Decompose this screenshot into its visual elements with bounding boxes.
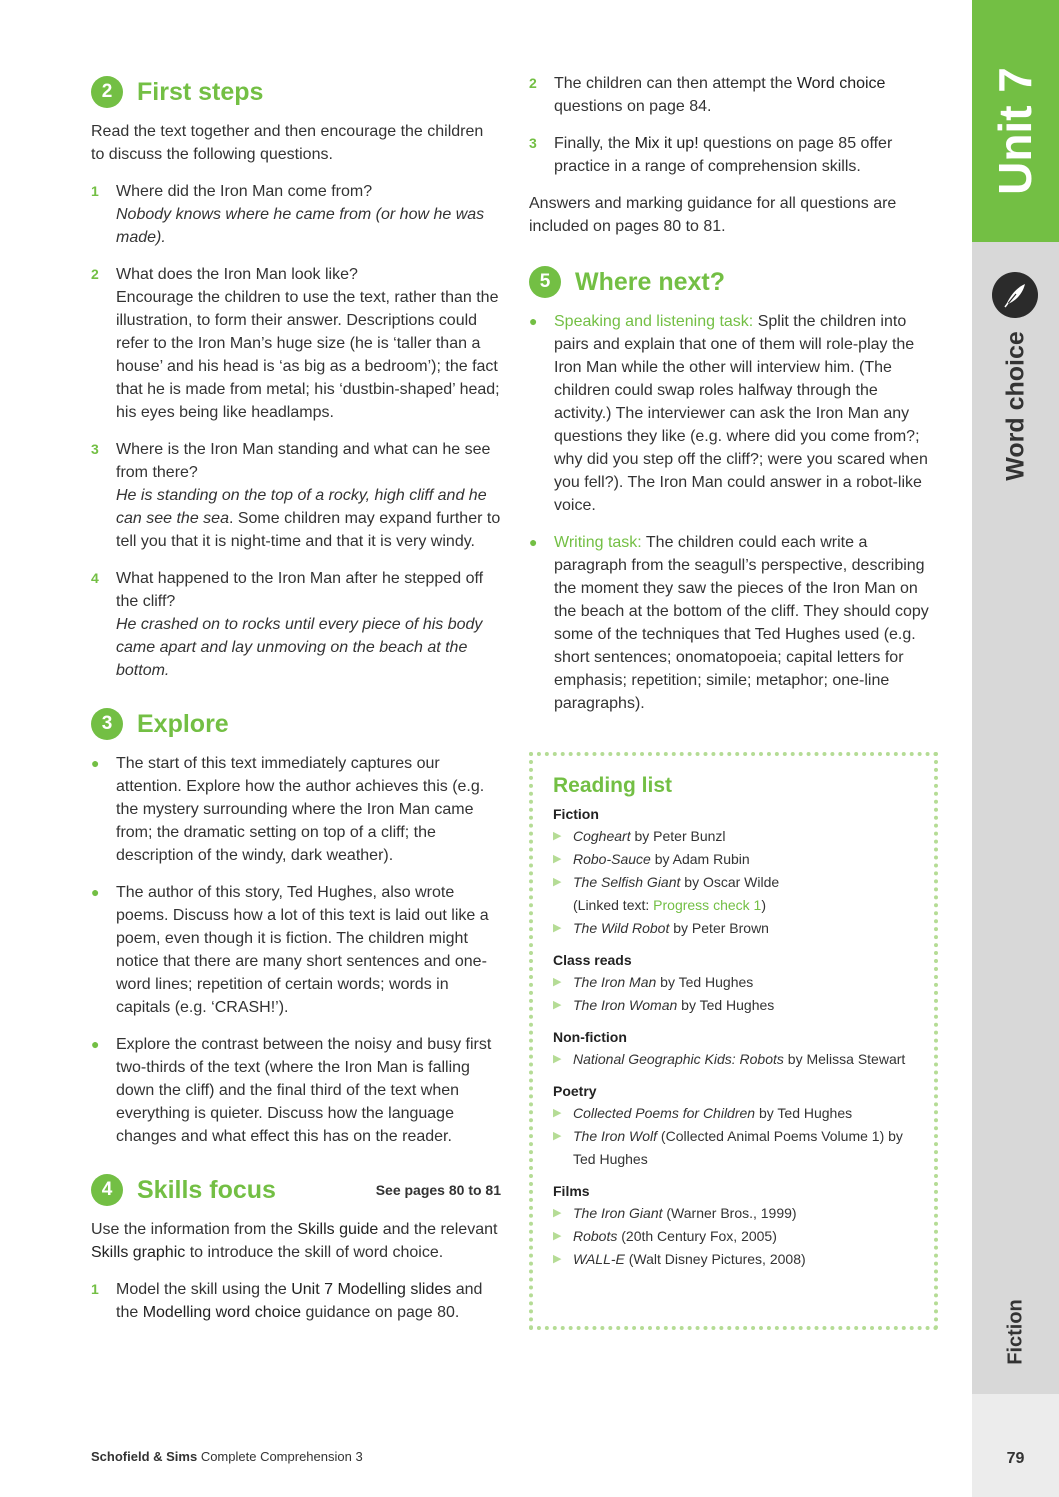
question-number: 3 [91, 441, 99, 457]
answer-rest: . Some children may expand further to tell you that it is night-time and that it is very windy. [116, 510, 501, 550]
section-title: Skills focus [137, 1175, 276, 1204]
reading-list-item: ▶ Collected Poems for Children by Ted Hughes [553, 1102, 914, 1125]
category-class-reads: Class reads [553, 952, 632, 968]
skills-focus-intro: Use the information from the Skills guide and the relevant Skills graphic to introduce the skill of word choice. [91, 1221, 498, 1261]
bullet-text: The start of this text immediately captures our attention. Explore how the author achieves this (e.g. the mystery surrounding where the Iron Man came from; the dramatic setting on top of a cliff; the description of the windy, dark weather). [116, 755, 485, 864]
question-text: Where did the Iron Man come from? [116, 183, 373, 200]
sidebar-footer [972, 1394, 1059, 1497]
skills-step [529, 72, 934, 118]
first-steps-heading [91, 76, 501, 108]
bullet-text: The author of this story, Ted Hughes, also wrote poems. Discuss how a lot of this text is laid out like a poem, even though it is fiction. The children might notice that there are many short sentences and one-word lines; repetition of certain words; words in capitals (e.g. ‘CRASH!’). [116, 884, 489, 1016]
section-title: First steps [137, 77, 264, 106]
where-next-bullet [529, 310, 934, 517]
reading-list-item: ▶ Robo-Sauce by Adam Rubin [553, 848, 914, 871]
answer-text: Encourage the children to use the text, rather than the illustration, to form their answer. Descriptions could refer to the Iron Man’s huge size (he is ‘taller than a house’ and his head is ‘as big as a bedroom’); the fact that he is made from metal; his ‘dustbin-shaped’ head; his eyes being like headlamps. [116, 289, 500, 421]
bullet-dot: ● [529, 534, 538, 550]
left-column [91, 76, 501, 1338]
question-number: 1 [91, 183, 99, 199]
step-text: The children can then attempt the Word choice questions on page 84. [554, 75, 886, 115]
triangle-icon: ▶ [553, 1230, 562, 1242]
triangle-icon: ▶ [553, 876, 562, 888]
bullet-dot: ● [91, 755, 100, 771]
reading-list-item: ▶ National Geographic Kids: Robots by Melissa Stewart [553, 1048, 914, 1071]
triangle-icon: ▶ [553, 1207, 562, 1219]
answer-text [116, 484, 501, 553]
step-text: Finally, the Mix it up! questions on page 85 offer practice in a range of comprehension skills. [554, 135, 893, 175]
page-footer [91, 1449, 363, 1464]
triangle-icon: ▶ [553, 1053, 562, 1065]
see-pages-note: See pages 80 to 81 [375, 1182, 501, 1198]
reading-list-item: ▶ Robots (20th Century Fox, 2005) [553, 1225, 914, 1248]
publisher-name: Schofield & Sims [91, 1449, 198, 1464]
sidebar [972, 0, 1059, 1497]
explore-heading [91, 708, 501, 740]
category-poetry: Poetry [553, 1083, 597, 1099]
where-next-heading [529, 266, 934, 298]
question-item [91, 180, 501, 249]
reading-list-box [529, 752, 938, 1330]
reading-list-item: ▶ The Selfish Giant by Oscar Wilde (Linked text: Progress check 1) [553, 871, 914, 917]
section-number: 3 [91, 708, 123, 740]
question-number: 2 [91, 266, 99, 282]
skills-step [91, 1278, 501, 1324]
question-item [91, 263, 501, 424]
answers-note: Answers and marking guidance for all questions are included on pages 80 to 81. [529, 195, 897, 235]
book-title: Complete Comprehension 3 [197, 1449, 363, 1464]
reading-list-item: ▶ WALL-E (Walt Disney Pictures, 2008) [553, 1248, 914, 1271]
page-number: 79 [1006, 1450, 1025, 1467]
category-non-fiction: Non-fiction [553, 1029, 627, 1045]
category-films: Films [553, 1183, 590, 1199]
unit-label: Unit 7 [989, 67, 1041, 195]
bullet-text: Writing task: The children could each write a paragraph from the seagull’s perspective, describing the moment they saw the pieces of the Iron Man on the beach at the bottom of the cliff. They should copy some of the techniques that Ted Hughes used (e.g. short sentences; onomatopoeia; capital letters for emphasis; repetition; simile; metaphor; one-line paragraphs). [554, 534, 929, 712]
section-number: 5 [529, 266, 561, 298]
question-text: Where is the Iron Man standing and what can he see from there? [116, 441, 491, 481]
step-number: 1 [91, 1281, 99, 1297]
section-number: 2 [91, 76, 123, 108]
triangle-icon: ▶ [553, 1107, 562, 1119]
right-column [529, 72, 934, 729]
explore-bullet [91, 1033, 501, 1148]
triangle-icon: ▶ [553, 922, 562, 934]
reading-list-title: Reading list [553, 774, 673, 797]
triangle-icon: ▶ [553, 976, 562, 988]
question-item [91, 567, 501, 682]
progress-check-link[interactable]: Progress check 1 [653, 897, 762, 913]
skills-focus-heading [91, 1174, 501, 1206]
category-fiction: Fiction [553, 806, 599, 822]
question-number: 4 [91, 570, 99, 586]
reading-list-item: ▶ The Wild Robot by Peter Brown [553, 917, 914, 940]
answer-text: Nobody knows where he came from (or how he was made). [116, 206, 485, 246]
step-text: Model the skill using the Unit 7 Modelling slides and the Modelling word choice guidance on page 80. [116, 1281, 483, 1321]
reading-list-item: ▶ The Iron Woman by Ted Hughes [553, 994, 914, 1017]
triangle-icon: ▶ [553, 1253, 562, 1265]
bullet-dot: ● [91, 1036, 100, 1052]
question-text: What happened to the Iron Man after he stepped off the cliff? [116, 570, 484, 610]
first-steps-intro: Read the text together and then encourage the children to discuss the following questions. [91, 123, 484, 163]
section-number: 4 [91, 1174, 123, 1206]
triangle-icon: ▶ [553, 830, 562, 842]
bullet-text: Speaking and listening task: Split the children into pairs and explain that one of them will role-play the Iron Man while the other will interview him. (The children could swap roles halfway through the activity.) The interviewer can ask the Iron Man any questions they like (e.g. where did you come from?; why did you step off the cliff?; were you scared when you fell?). The Iron Man could answer in a robot-like voice. [554, 313, 928, 514]
topic-label: Word choice [1001, 331, 1030, 481]
answer-text: He crashed on to rocks until every piece of his body came apart and lay unmoving on the beach at the bottom. [116, 616, 483, 679]
section-title: Explore [137, 709, 229, 738]
bullet-text: Explore the contrast between the noisy and busy first two-thirds of the text (where the Iron Man is falling down the cliff) and the final third of the text when everything is quieter. Discuss how the language changes and what effect this has on the reader. [116, 1036, 492, 1145]
quill-icon [992, 272, 1038, 318]
question-item [91, 438, 501, 553]
genre-label: Fiction [1004, 1299, 1027, 1365]
bullet-dot: ● [529, 313, 538, 329]
where-next-bullet [529, 531, 934, 715]
triangle-icon: ▶ [553, 999, 562, 1011]
unit-tab [972, 0, 1059, 242]
step-number: 3 [529, 135, 537, 151]
reading-list-item: ▶ The Iron Wolf (Collected Animal Poems Volume 1) by Ted Hughes [553, 1125, 914, 1171]
reading-list-item: ▶ The Iron Man by Ted Hughes [553, 971, 914, 994]
explore-bullet [91, 752, 501, 867]
skills-step [529, 132, 934, 178]
explore-bullet [91, 881, 501, 1019]
section-title: Where next? [575, 267, 726, 296]
triangle-icon: ▶ [553, 853, 562, 865]
reading-list-item: ▶ Cogheart by Peter Bunzl [553, 825, 914, 848]
answer-italic: He is standing on the top of a rocky, high cliff and he can see the sea [116, 487, 487, 527]
bullet-dot: ● [91, 884, 100, 900]
question-text: What does the Iron Man look like? [116, 266, 358, 283]
triangle-icon: ▶ [553, 1130, 562, 1142]
reading-list-item: ▶ The Iron Giant (Warner Bros., 1999) [553, 1202, 914, 1225]
step-number: 2 [529, 75, 537, 91]
